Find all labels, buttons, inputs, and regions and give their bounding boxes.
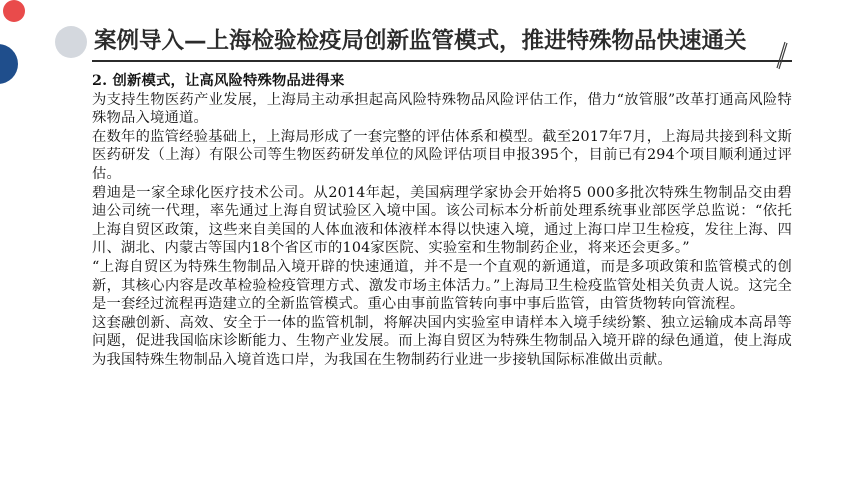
paragraph-5: 这套融创新、高效、安全于一体的监管机制，将解决国内实验室申请样本入境手续纷繁、独立运输成本高昂等问题，促进我国临床诊断能力、生物产业发展。而上海自贸区为特殊生物制品入境开辟的绿色通道，使上海成为我国特殊生物制品入境首选口岸，为我国在生物制药行业进一步接轨国际标准做出贡献。 — [92, 314, 792, 368]
paragraph-4: “上海自贸区为特殊生物制品入境开辟的快速通道，并不是一个直观的新通道，而是多项政策和监管模式的创新，其核心内容是改革检验检疫管理方式、激发市场主体活力。”上海局卫生检疫监管处相关负责人说。这完全是一套经过流程再造建立的全新监管模式。重心由事前监管转向事中事后监管，由管货物转向管流程。 — [92, 258, 792, 313]
paragraph-3: 碧迪是一家全球化医疗技术公司。从2014年起，美国病理学家协会开始将5 000多批次特殊生物制品交由碧迪公司统一代理，率先通过上海自贸试验区入境中国。该公司标本分析前处理系统事业部医学总监说：“依托上海自贸区政策，这些来自美国的人体血液和体液样本得以快速入境，通过上海口岸卫生检疫，发往上海、四川、湖北、内蒙古等国内18个省区市的104家医院、实验室和生物制药企业，将来还会更多。” — [92, 184, 792, 257]
pen-icon — [773, 40, 789, 70]
paragraph-2: 在数年的监管经验基础上，上海局形成了一套完整的评估体系和模型。截至2017年7月，上海局共接到科文斯医药研发（上海）有限公司等生物医药研发单位的风险评估项目申报395个，目前已有294个项目顺利通过评估。 — [92, 128, 792, 182]
decorative-gray-circle — [55, 26, 87, 58]
decorative-red-circle — [3, 0, 25, 22]
section-heading: 2. 创新模式，让高风险特殊物品进得来 — [92, 73, 345, 89]
slide-title: 案例导入—上海检验检疫局创新监管模式，推进特殊物品快速通关 — [94, 28, 747, 54]
body-content — [92, 72, 792, 370]
title-underline — [92, 60, 792, 62]
paragraph-1: 为支持生物医药产业发展，上海局主动承担起高风险特殊物品风险评估工作，借力“放管服”改革打通高风险特殊物品入境通道。 — [92, 91, 792, 127]
decorative-blue-circle — [0, 44, 18, 84]
